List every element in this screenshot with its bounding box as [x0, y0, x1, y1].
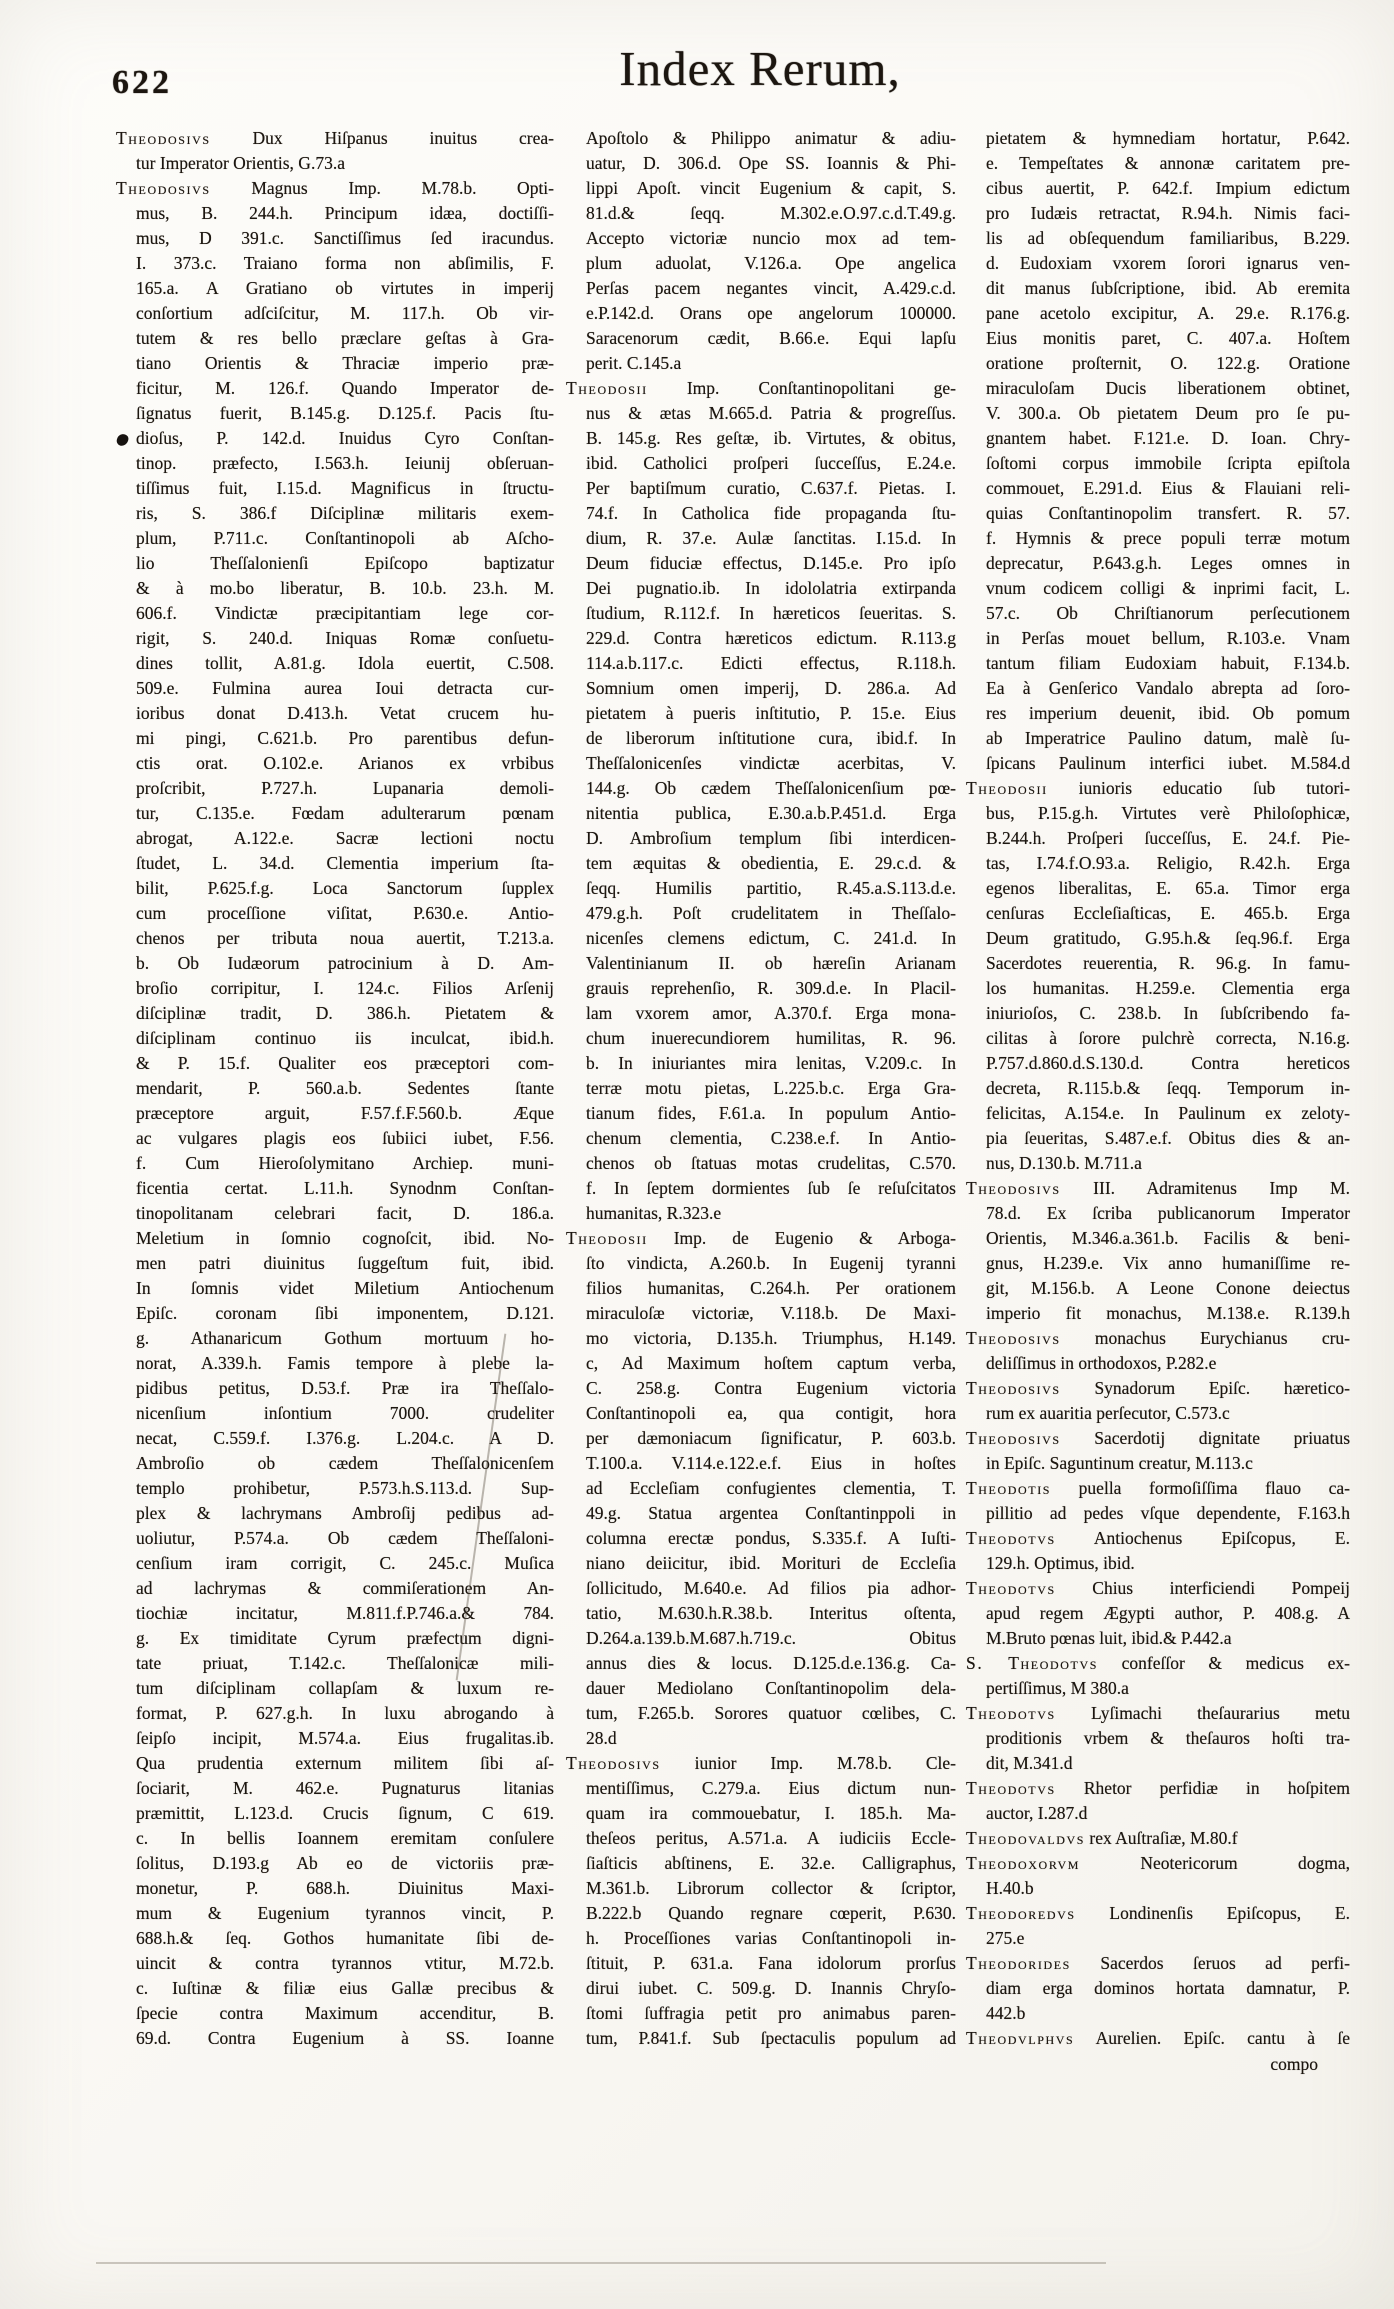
- index-entry-line: H.40.b: [986, 1878, 1034, 1898]
- page-number: 622: [112, 64, 172, 101]
- index-entry-line: Saracenorum cædit, B.66.e. Equi lapſu: [586, 328, 956, 348]
- index-entry-line: tatio, M.630.h.R.38.b. Interitus oſtenta,: [586, 1603, 956, 1623]
- index-entry-line: D.264.a.139.b.M.687.h.719.c. Obitus: [586, 1628, 956, 1648]
- index-entry-line: gnus, H.239.e. Vix anno humaniſſime re-: [986, 1253, 1350, 1273]
- entry-headword: Theodotvs: [966, 1528, 1056, 1548]
- index-entry-line: 81.d.& ſeqq. M.302.e.O.97.c.d.T.49.g.: [586, 203, 956, 223]
- index-entry-line: Perſas pacem negantes vincit, A.429.c.d.: [586, 278, 956, 298]
- index-entry-line: D. Ambroſium templum ſibi interdicen-: [586, 828, 956, 848]
- index-entry-line: Eius monitis paret, C. 407.a. Hoſtem: [986, 328, 1350, 348]
- index-entry-headword-line: Theodotvs Lyſimachi theſaurarius metu: [966, 1703, 1350, 1723]
- index-entry-headword-line: S. Theodotvs confeſſor & medicus ex-: [966, 1653, 1350, 1673]
- index-entry-line: mus, B. 244.h. Principum idæa, doctiſſi-: [136, 203, 554, 223]
- index-entry-line: pillitio ad pedes vſque dependente, F.163.h: [986, 1503, 1350, 1523]
- index-entry-line: in Epiſc. Saguntinum creatur, M.113.c: [986, 1453, 1253, 1473]
- index-entry-line: deprecatur, P.643.g.h. Leges omnes in: [986, 553, 1350, 573]
- index-entry-headword-line: Theodovaldvs rex Auſtraſiæ, M.80.f: [966, 1828, 1238, 1848]
- index-entry-line: 509.e. Fulmina aurea Ioui detracta cur-: [136, 678, 554, 698]
- index-entry-line: ſtomi ſuffragia petit pro animabus paren-: [586, 2003, 956, 2023]
- index-entry-headword-line: Theodosivs iunior Imp. M.78.b. Cle-: [566, 1753, 956, 1773]
- index-entry-line: pertiſſimus, M 380.a: [986, 1678, 1129, 1698]
- index-entry-line: ficentia certat. L.11.h. Synodnm Conſtan-: [136, 1178, 554, 1198]
- index-entry-line: M.361.b. Librorum collector & ſcriptor,: [586, 1878, 956, 1898]
- index-entry-line: ris, S. 386.f Diſciplinæ militaris exem-: [136, 503, 554, 523]
- index-entry-line: lio Theſſalonienſi Epiſcopo baptizatur: [136, 553, 554, 573]
- index-entry-line: norat, A.339.h. Famis tempore à plebe la-: [136, 1353, 554, 1373]
- index-entry-line: pane acetolo excipitur, A. 29.e. R.176.g.: [986, 303, 1350, 323]
- index-entry-line: ctis orat. O.102.e. Arianos ex vrbibus: [136, 753, 554, 773]
- index-entry-line: ſtudet, L. 34.d. Clementia imperium ſta-: [136, 853, 554, 873]
- index-entry-line: conſortium adſciſcitur, M. 117.h. Ob vir-: [136, 303, 554, 323]
- index-entry-line: chum inuerecundiorem humilitas, R. 96.: [586, 1028, 956, 1048]
- index-entry-line: iniurioſos, C. 238.b. In ſubſcribendo fa-: [986, 1003, 1350, 1023]
- index-entry-line: diam erga dominos hortata damnatur, P.: [986, 1978, 1350, 1998]
- index-entry-line: nicenſes clemens edictum, C. 241.d. In: [586, 928, 956, 948]
- index-entry-line: 49.g. Statua argentea Conſtantinppoli in: [586, 1503, 956, 1523]
- index-entry-line: quias Conſtantinopolim transfert. R. 57.: [986, 503, 1350, 523]
- index-entry-line: tate priuat, T.142.c. Theſſalonicæ mili-: [136, 1653, 554, 1673]
- index-entry-line: C. 258.g. Contra Eugenium victoria: [586, 1378, 956, 1398]
- index-entry-line: abrogat, A.122.e. Sacræ lectioni noctu: [136, 828, 554, 848]
- index-entry-line: dit, M.341.d: [986, 1753, 1073, 1773]
- index-entry-line: deliſſimus in orthodoxos, P.282.e: [986, 1353, 1217, 1373]
- index-entry-line: nitentia publica, E.30.a.b.P.451.d. Erga: [586, 803, 956, 823]
- index-entry-line: tum, F.265.b. Sorores quatuor cœlibes, C.: [586, 1703, 956, 1723]
- index-entry-line: proſcribit, P.727.h. Lupanaria demoli-: [136, 778, 554, 798]
- index-entry-headword-line: Theodosivs Sacerdotij dignitate priuatus: [966, 1428, 1350, 1448]
- index-entry-line: 28.d: [586, 1728, 617, 1748]
- index-entry-line: uincit & contra tyrannos vtitur, M.72.b.: [136, 1953, 554, 1973]
- index-entry-headword-line: Theodosivs Magnus Imp. M.78.b. Opti-: [116, 178, 554, 198]
- index-entry-line: felicitas, A.154.e. In Paulinum ex zeloty-: [986, 1103, 1350, 1123]
- entry-headword: Theodotis: [966, 1478, 1052, 1498]
- index-entry-line: e.P.142.d. Orans ope angelorum 100000.: [586, 303, 956, 323]
- index-entry-line: plum aduolat, V.126.a. Ope angelica: [586, 253, 956, 273]
- index-entry-line: dioſus, P. 142.d. Inuidus Cyro Conſtan-: [116, 426, 554, 451]
- index-entry-line: f. Cum Hieroſolymitano Archiep. muni-: [136, 1153, 554, 1173]
- index-entry-line: nus, D.130.b. M.711.a: [986, 1153, 1142, 1173]
- index-entry-line: cenſium iram corrigit, C. 245.c. Muſica: [136, 1553, 554, 1573]
- index-entry-line: d. Eudoxiam vxorem ſorori ignarus ven-: [986, 253, 1350, 273]
- index-entry-headword-line: Theodosivs Synadorum Epiſc. hæretico-: [966, 1378, 1350, 1398]
- scan-artifact-rule: [96, 2262, 1106, 2264]
- index-entry-line: perit. C.145.a: [586, 353, 682, 373]
- index-entry-line: c. Iuſtinæ & filiæ eius Gallæ precibus &: [136, 1978, 554, 1998]
- index-entry-line: B. 145.g. Res geſtæ, ib. Virtutes, & obitus,: [586, 428, 956, 448]
- index-entry-line: c, Ad Maximum hoſtem captum verba,: [586, 1353, 956, 1373]
- index-entry-headword-line: Theodoredvs Londinenſis Epiſcopus, E.: [966, 1903, 1350, 1923]
- index-entry-line: B.244.h. Proſperi ſucceſſus, E. 24.f. Pie-: [986, 828, 1350, 848]
- index-entry-headword-line: Theodoxorvm Neotericorum dogma,: [966, 1853, 1350, 1873]
- index-entry-line: ficitur, M. 126.f. Quando Imperator de-: [136, 378, 554, 398]
- index-entry-line: imperio fit monachus, M.138.e. R.139.h: [986, 1303, 1350, 1323]
- index-entry-line: P.757.d.860.d.S.130.d. Contra hereticos: [986, 1053, 1350, 1073]
- entry-headword: Theodoredvs: [966, 1903, 1076, 1923]
- index-entry-line: broſio corripitur, I. 124.c. Filios Arſenij: [136, 978, 554, 998]
- index-entry-line: nus & ætas M.665.d. Patria & progreſſus.: [586, 403, 956, 423]
- index-entry-line: M.Bruto pœnas luit, ibid.& P.442.a: [986, 1628, 1232, 1648]
- index-entry-line: decreta, R.115.b.& ſeqq. Temporum in-: [986, 1078, 1350, 1098]
- index-entry-line: per dæmoniacum ſignificatur, P. 603.b.: [586, 1428, 956, 1448]
- index-entry-line: ibid. Catholici proſperi ſucceſſus, E.24.e.: [586, 453, 956, 473]
- index-entry-line: templo prohibetur, P.573.h.S.113.d. Sup-: [136, 1478, 554, 1498]
- index-entry-line: h. Proceſſiones varias Conſtantinopoli in-: [586, 1928, 956, 1948]
- index-entry-line: Qua prudentia externum militem ſibi aſ-: [136, 1753, 554, 1773]
- index-entry-line: rigit, S. 240.d. Iniquas Romæ conſuetu-: [136, 628, 554, 648]
- index-entry-line: præceptore arguit, F.57.f.F.560.b. Æque: [136, 1103, 554, 1123]
- index-entry-line: dit manus ſubſcriptione, ibid. Ab eremita: [986, 278, 1350, 298]
- index-entry-line: Epiſc. coronam ſibi imponentem, D.121.: [136, 1303, 554, 1323]
- index-entry-headword-line: Theodosivs III. Adramitenus Imp M.: [966, 1178, 1350, 1198]
- index-entry-line: tinopolitanam celebrari facit, D. 186.a.: [136, 1203, 554, 1223]
- index-entry-line: Theſſalonicenſes vindictæ acerbitas, V.: [586, 753, 956, 773]
- index-entry-line: tutem & res bello præclare geſtas à Gra-: [136, 328, 554, 348]
- index-entry-headword-line: Theodotis puella formoſiſſima flauo ca-: [966, 1478, 1350, 1498]
- index-entry-line: 606.f. Vindictæ præcipitantiam lege cor-: [136, 603, 554, 623]
- entry-headword: Theodosii: [566, 1228, 648, 1248]
- index-entry-line: 275.e: [986, 1928, 1025, 1948]
- index-entry-line: 688.h.& ſeq. Gothos humanitate ſibi de-: [136, 1928, 554, 1948]
- index-entry-line: 78.d. Ex ſcriba publicanorum Imperator: [986, 1203, 1350, 1223]
- index-entry-line: I. 373.c. Traiano forma non abſimilis, F.: [136, 253, 554, 273]
- entry-headword: Theodotvs: [966, 1703, 1056, 1723]
- index-entry-line: f. Hymnis & prece populi terræ motum: [986, 528, 1350, 548]
- index-entry-line: pietatem & hymnediam hortatur, P.642.: [986, 128, 1350, 148]
- index-entry-line: apud regem Ægypti author, P. 408.g. A: [986, 1603, 1350, 1623]
- index-entry-line: ſpicans Paulinum interfici iubet. M.584.d: [986, 753, 1350, 773]
- entry-headword: Theodvlphvs: [966, 2028, 1075, 2048]
- index-entry-headword-line: Theodorides Sacerdos ſeruos ad perfi-: [966, 1953, 1350, 1973]
- index-entry-line: theſeos peritus, A.571.a. A iudiciis Eccle-: [586, 1828, 956, 1848]
- index-entry-line: annus dies & locus. D.125.d.e.136.g. Ca-: [586, 1653, 956, 1673]
- index-entry-line: chenum clementia, C.238.e.f. In Antio-: [586, 1128, 956, 1148]
- index-entry-line: diſciplinam continuo iis inculcat, ibid.h.: [136, 1028, 554, 1048]
- index-entry-line: in Perſas mouet bellum, R.103.e. Vnam: [986, 628, 1350, 648]
- index-entry-line: ſoſtomi corpus immobile ſcripta epiſtola: [986, 453, 1350, 473]
- index-entry-line: dium, R. 37.e. Aulæ ſanctitas. I.15.d. In: [586, 528, 956, 548]
- index-entry-line: f. In ſeptem dormientes ſub ſe reſuſcitatos: [586, 1178, 956, 1198]
- index-entry-line: tum, P.841.f. Sub ſpectaculis populum ad: [586, 2028, 956, 2048]
- index-entry-line: cilitas à ſorore pulchrè correcta, N.16.g.: [986, 1028, 1350, 1048]
- index-entry-line: tantum filiam Eudoxiam habuit, F.134.b.: [986, 653, 1350, 673]
- index-entry-line: tur, C.135.e. Fœdam adulterarum pœnam: [136, 803, 554, 823]
- index-entry-headword-line: Theodotvs Rhetor perfidiæ in hoſpitem: [966, 1778, 1350, 1798]
- entry-headword: Theodorides: [966, 1953, 1071, 1973]
- index-entry-line: ſto vindicta, A.260.b. In Eugenij tyranni: [586, 1253, 956, 1273]
- index-entry-line: format, P. 627.g.h. In luxu abrogando à: [136, 1703, 554, 1723]
- index-entry-line: cenſuras Eccleſiaſticas, E. 465.b. Erga: [986, 903, 1350, 923]
- index-entry-line: vnum codicem colligi & inprimi facit, L.: [986, 578, 1350, 598]
- index-entry-line: Ambroſio ob cædem Theſſalonicenſem: [136, 1453, 554, 1473]
- index-entry-line: 165.a. A Gratiano ob virtutes in imperij: [136, 278, 554, 298]
- index-entry-line: uoliutur, P.574.a. Ob cædem Theſſaloni-: [136, 1528, 554, 1548]
- index-entry-line: Dei pugnatio.ib. In idololatria extirpanda: [586, 578, 956, 598]
- index-entry-line: pietatem à pueris inſtitutio, P. 15.e. Eius: [586, 703, 956, 723]
- index-entry-line: 69.d. Contra Eugenium à SS. Ioanne: [136, 2028, 554, 2048]
- index-entry-line: b. In iniuriantes mira lenitas, V.209.c. In: [586, 1053, 956, 1073]
- index-entry-line: 129.h. Optimus, ibid.: [986, 1553, 1135, 1573]
- index-entry-line: rum ex auaritia perſecutor, C.573.c: [986, 1403, 1230, 1423]
- index-entry-line: 229.d. Contra hæreticos edictum. R.113.g: [586, 628, 956, 648]
- index-entry-line: git, M.156.b. A Leone Conone deiectus: [986, 1278, 1350, 1298]
- index-entry-line: Ea à Genſerico Vandalo abrepta ad ſoro-: [986, 678, 1350, 698]
- index-entry-line: tiano Orientis & Thraciæ imperio præ-: [136, 353, 554, 373]
- index-entry-line: monetur, P. 688.h. Diuinitus Maxi-: [136, 1878, 554, 1898]
- index-entry-line: auctor, I.287.d: [986, 1803, 1088, 1823]
- entry-headword: Theodosivs: [966, 1428, 1061, 1448]
- index-entry-line: oratione proſternit, O. 122.g. Oratione: [986, 353, 1350, 373]
- index-entry-line: men patri diuinitus ſuggeſtum fuit, ibid.: [136, 1253, 554, 1273]
- index-entry-line: & P. 15.f. Qualiter eos præceptori com-: [136, 1053, 554, 1073]
- index-entry-line: tas, I.74.f.O.93.a. Religio, R.42.h. Erga: [986, 853, 1350, 873]
- index-entry-line: necat, C.559.f. I.376.g. L.204.c. A D.: [136, 1428, 554, 1448]
- index-entry-line: ſollicitudo, M.640.e. Ad filios pia adhor-: [586, 1578, 956, 1598]
- index-entry-line: res imperium deuenit, ibid. Ob pomum: [986, 703, 1350, 723]
- entry-headword: Theodosivs: [116, 178, 211, 198]
- entry-headword: Theodosivs: [966, 1378, 1061, 1398]
- index-entry-line: Deum gratitudo, G.95.h.& ſeq.96.f. Erga: [986, 928, 1350, 948]
- index-entry-line: tiochiæ incitatur, M.811.f.P.746.a.& 784.: [136, 1603, 554, 1623]
- index-entry-line: cum proceſſione viſitat, P.630.e. Antio-: [136, 903, 554, 923]
- index-entry-line: ab Imperatrice Paulino datum, malè ſu-: [986, 728, 1350, 748]
- index-column-right: [966, 126, 1350, 2051]
- entry-headword: Theodosivs: [966, 1328, 1061, 1348]
- index-entry-line: Conſtantinopoli ea, qua contigit, hora: [586, 1403, 956, 1423]
- index-entry-line: lis ad obſequendum familiaribus, B.229.: [986, 228, 1350, 248]
- index-entry-line: miraculoſæ victoriæ, V.118.b. De Maxi-: [586, 1303, 956, 1323]
- index-entry-headword-line: Theodosivs Dux Hiſpanus inuitus crea-: [116, 128, 554, 148]
- running-title: Index Rerum,: [619, 41, 901, 96]
- index-entry-line: V. 300.a. Ob pietatem Deum pro ſe pu-: [986, 403, 1350, 423]
- index-entry-line: nicenſium inſontium 7000. crudeliter: [136, 1403, 554, 1423]
- index-entry-line: terræ motu pietas, L.225.b.c. Erga Gra-: [586, 1078, 956, 1098]
- entry-headword: Theodoxorvm: [966, 1853, 1080, 1873]
- index-entry-headword-line: Theodosivs monachus Eurychianus cru-: [966, 1328, 1350, 1348]
- catchword: compo: [1270, 2054, 1318, 2074]
- index-entry-line: ſtudium, R.112.f. In hæreticos ſeueritas. S.: [586, 603, 956, 623]
- index-entry-line: tum diſciplinam collapſam & luxum re-: [136, 1678, 554, 1698]
- entry-headword: Theodosivs: [116, 128, 211, 148]
- index-entry-line: ad Eccleſiam confugientes clementia, T.: [586, 1478, 956, 1498]
- index-entry-line: mentiſſimus, C.279.a. Eius dictum nun-: [586, 1778, 956, 1798]
- index-entry-line: g. Ex timiditate Cyrum præfectum digni-: [136, 1628, 554, 1648]
- index-entry-line: B.222.b Quando regnare cœperit, P.630.: [586, 1903, 956, 1923]
- index-entry-line: lam vxorem amor, A.370.f. Erga mona-: [586, 1003, 956, 1023]
- index-entry-line: præmittit, L.123.d. Crucis ſignum, C 619.: [136, 1803, 554, 1823]
- index-entry-line: pia ſeueritas, S.487.e.f. Obitus dies & an-: [986, 1128, 1350, 1148]
- index-entry-line: 57.c. Ob Chriſtianorum perſecutionem: [986, 603, 1350, 623]
- index-entry-line: Orientis, M.346.a.361.b. Facilis & beni-: [986, 1228, 1350, 1248]
- index-entry-line: ſolitus, D.193.g Ab eo de victoriis præ-: [136, 1853, 554, 1873]
- index-entry-line: mus, D 391.c. Sanctiſſimus ſed iracundus.: [136, 228, 554, 248]
- entry-headword: Theodosii: [566, 378, 648, 398]
- index-entry-line: diſciplinæ tradit, D. 386.h. Pietatem &: [136, 1003, 554, 1023]
- index-entry-line: tem æquitas & obedientia, E. 29.c.d. &: [586, 853, 956, 873]
- index-entry-line: uatur, D. 306.d. Ope SS. Ioannis & Phi-: [586, 153, 956, 173]
- entry-headword: Theodotvs: [966, 1578, 1056, 1598]
- index-entry-line: mendarit, P. 560.a.b. Sedentes ſtante: [136, 1078, 554, 1098]
- index-entry-headword-line: Theodosii Imp. Conſtantinopolitani ge-: [566, 378, 956, 398]
- index-entry-line: plum, P.711.c. Conſtantinopoli ab Aſcho-: [136, 528, 554, 548]
- index-entry-line: & à mo.bo liberatur, B. 10.b. 23.h. M.: [136, 578, 554, 598]
- index-entry-line: ad lachrymas & commiſerationem An-: [136, 1578, 554, 1598]
- index-entry-line: tianum fides, F.61.a. In populum Antio-: [586, 1103, 956, 1123]
- index-entry-line: miraculoſam Ducis liberationem obtinet,: [986, 378, 1350, 398]
- index-entry-headword-line: Theodosii iunioris educatio ſub tutori-: [966, 778, 1350, 798]
- index-entry-line: dauer Mediolano Conſtantinopolim dela-: [586, 1678, 956, 1698]
- index-entry-line: plex & lachrymans Ambroſij pedibus ad-: [136, 1503, 554, 1523]
- index-entry-line: 114.a.b.117.c. Edicti effectus, R.118.h.: [586, 653, 956, 673]
- index-entry-line: Deum fiduciæ effectus, D.145.e. Pro ipſo: [586, 553, 956, 573]
- index-entry-line: egenos liberalitas, E. 65.a. Timor erga: [986, 878, 1350, 898]
- index-entry-line: ſociarit, M. 462.e. Pugnaturus litanias: [136, 1778, 554, 1798]
- index-entry-line: c. In bellis Ioannem eremitam conſulere: [136, 1828, 554, 1848]
- index-column-left: [116, 126, 554, 2051]
- index-entry-line: quam ira commouebatur, I. 185.h. Ma-: [586, 1803, 956, 1823]
- index-entry-line: ſtituit, P. 631.a. Fana idolorum prorſus: [586, 1953, 956, 1973]
- index-entry-line: Valentinianum II. ob hæreſin Arianam: [586, 953, 956, 973]
- index-entry-line: gnantem habet. F.121.e. D. Ioan. Chry-: [986, 428, 1350, 448]
- index-entry-line: tur Imperator Orientis, G.73.a: [136, 153, 345, 173]
- index-entry-line: filios humanitas, C.264.h. Per orationem: [586, 1278, 956, 1298]
- index-entry-headword-line: Theodvlphvs Aurelien. Epiſc. cantu à ſe: [966, 2028, 1350, 2048]
- index-column-middle: [566, 126, 956, 2051]
- index-entry-line: Apoſtolo & Philippo animatur & adiu-: [586, 128, 956, 148]
- index-entry-line: grauis reprehenſio, R. 309.d.e. In Placil-: [586, 978, 956, 998]
- index-entry-line: mi pingi, C.621.b. Pro parentibus defun-: [136, 728, 554, 748]
- index-entry-line: b. Ob Iudæorum patrocinium à D. Am-: [136, 953, 554, 973]
- index-entry-line: g. Athanaricum Gothum mortuum ho-: [136, 1328, 554, 1348]
- index-entry-line: ioribus donat D.413.h. Vetat crucem hu-: [136, 703, 554, 723]
- index-entry-line: niano deiicitur, ibid. Morituri de Eccleſia: [586, 1553, 956, 1573]
- index-entry-line: dirui iubet. C. 509.g. D. Inannis Chryſo-: [586, 1978, 956, 1998]
- index-entry-line: pro Iudæis retractat, R.94.h. Nimis faci-: [986, 203, 1350, 223]
- index-entry-line: ſeipſo incipit, M.574.a. Eius frugalitas.ib.: [136, 1728, 554, 1748]
- index-entry-line: mo victoria, D.135.h. Triumphus, H.149.: [586, 1328, 956, 1348]
- index-entry-line: e. Tempeſtates & annonæ caritatem pre-: [986, 153, 1350, 173]
- index-entry-line: mum & Eugenium tyrannos vincit, P.: [136, 1903, 554, 1923]
- index-entry-headword-line: Theodotvs Antiochenus Epiſcopus, E.: [966, 1528, 1350, 1548]
- index-entry-line: chenos per tributa noua auertit, T.213.a.: [136, 928, 554, 948]
- index-entry-line: columna erectæ pondus, S.335.f. A Iuſti-: [586, 1528, 956, 1548]
- index-entry-line: Sacerdotes reuerentia, R. 96.g. In famu-: [986, 953, 1350, 973]
- index-entry-line: commouet, E.291.d. Eius & Flauiani reli-: [986, 478, 1350, 498]
- index-entry-line: tinop. præfecto, I.563.h. Ieiunij obſeruan-: [136, 453, 554, 473]
- index-entry-line: tiſſimus fuit, I.15.d. Magnificus in ſtructu-: [136, 478, 554, 498]
- index-entry-line: los humanitas. H.259.e. Clementia erga: [986, 978, 1350, 998]
- entry-headword: Theodosii: [966, 778, 1048, 798]
- index-entry-line: In ſomnis videt Miletium Antiochenum: [136, 1278, 554, 1298]
- index-entry-line: Accepto victoriæ nuncio mox ad tem-: [586, 228, 956, 248]
- index-entry-line: Per baptiſmum curatio, C.637.f. Pietas. I.: [586, 478, 956, 498]
- entry-headword: Theodotvs: [966, 1778, 1056, 1798]
- index-entry-line: bilit, P.625.f.g. Loca Sanctorum ſupplex: [136, 878, 554, 898]
- index-entry-line: de liberorum inſtitutione cura, ibid.f. In: [586, 728, 956, 748]
- index-entry-line: humanitas, R.323.e: [586, 1203, 722, 1223]
- entry-headword: Theodosivs: [566, 1753, 661, 1773]
- index-entry-line: Somnium omen imperij, D. 286.a. Ad: [586, 678, 956, 698]
- entry-headword: S. Theodotvs: [966, 1653, 1098, 1673]
- index-entry-line: ac vulgares plagis eos ſubiici iubet, F.56.: [136, 1128, 554, 1148]
- index-entry-line: 74.f. In Catholica fide propaganda ſtu-: [586, 503, 956, 523]
- entry-headword: Theodovaldvs: [966, 1828, 1086, 1848]
- index-entry-line: chenos ob ſtatuas motas crudelitas, C.570.: [586, 1153, 956, 1173]
- index-entry-line: T.100.a. V.114.e.122.e.f. Eius in hoſtes: [586, 1453, 956, 1473]
- index-entry-line: 442.b: [986, 2003, 1026, 2023]
- index-entry-line: 479.g.h. Poſt crudelitatem in Theſſalo-: [586, 903, 956, 923]
- index-entry-line: ſiaſticis abſtinens, E. 32.e. Calligraphus,: [586, 1853, 956, 1873]
- entry-headword: Theodosivs: [966, 1178, 1061, 1198]
- index-entry-line: Meletium in ſomnio cognoſcit, ibid. No-: [136, 1228, 554, 1248]
- index-entry-line: ſpecie contra Maximum accenditur, B.: [136, 2003, 554, 2023]
- index-entry-line: lippi Apoſt. vincit Eugenium & capit, S.: [586, 178, 956, 198]
- index-entry-line: ſeqq. Humilis partitio, R.45.a.S.113.d.e.: [586, 878, 956, 898]
- index-entry-headword-line: Theodotvs Chius interficiendi Pompeij: [966, 1578, 1350, 1598]
- index-entry-headword-line: Theodosii Imp. de Eugenio & Arboga-: [566, 1228, 956, 1248]
- index-entry-line: cibus auertit, P. 642.f. Impium edictum: [986, 178, 1350, 198]
- index-entry-line: proditionis vrbem & theſauros hoſti tra-: [986, 1728, 1350, 1748]
- index-entry-line: dines tollit, A.81.g. Idola euertit, C.508.: [136, 653, 554, 673]
- index-entry-line: ſignatus fuerit, B.145.g. D.125.f. Pacis ſtu-: [136, 403, 554, 423]
- index-entry-line: 144.g. Ob cædem Theſſalonicenſium pœ-: [586, 778, 956, 798]
- index-entry-line: bus, P.15.g.h. Virtutes verè Philoſophicæ,: [986, 803, 1350, 823]
- index-entry-line: pidibus petitus, D.53.f. Præ ira Theſſalo-: [136, 1378, 554, 1398]
